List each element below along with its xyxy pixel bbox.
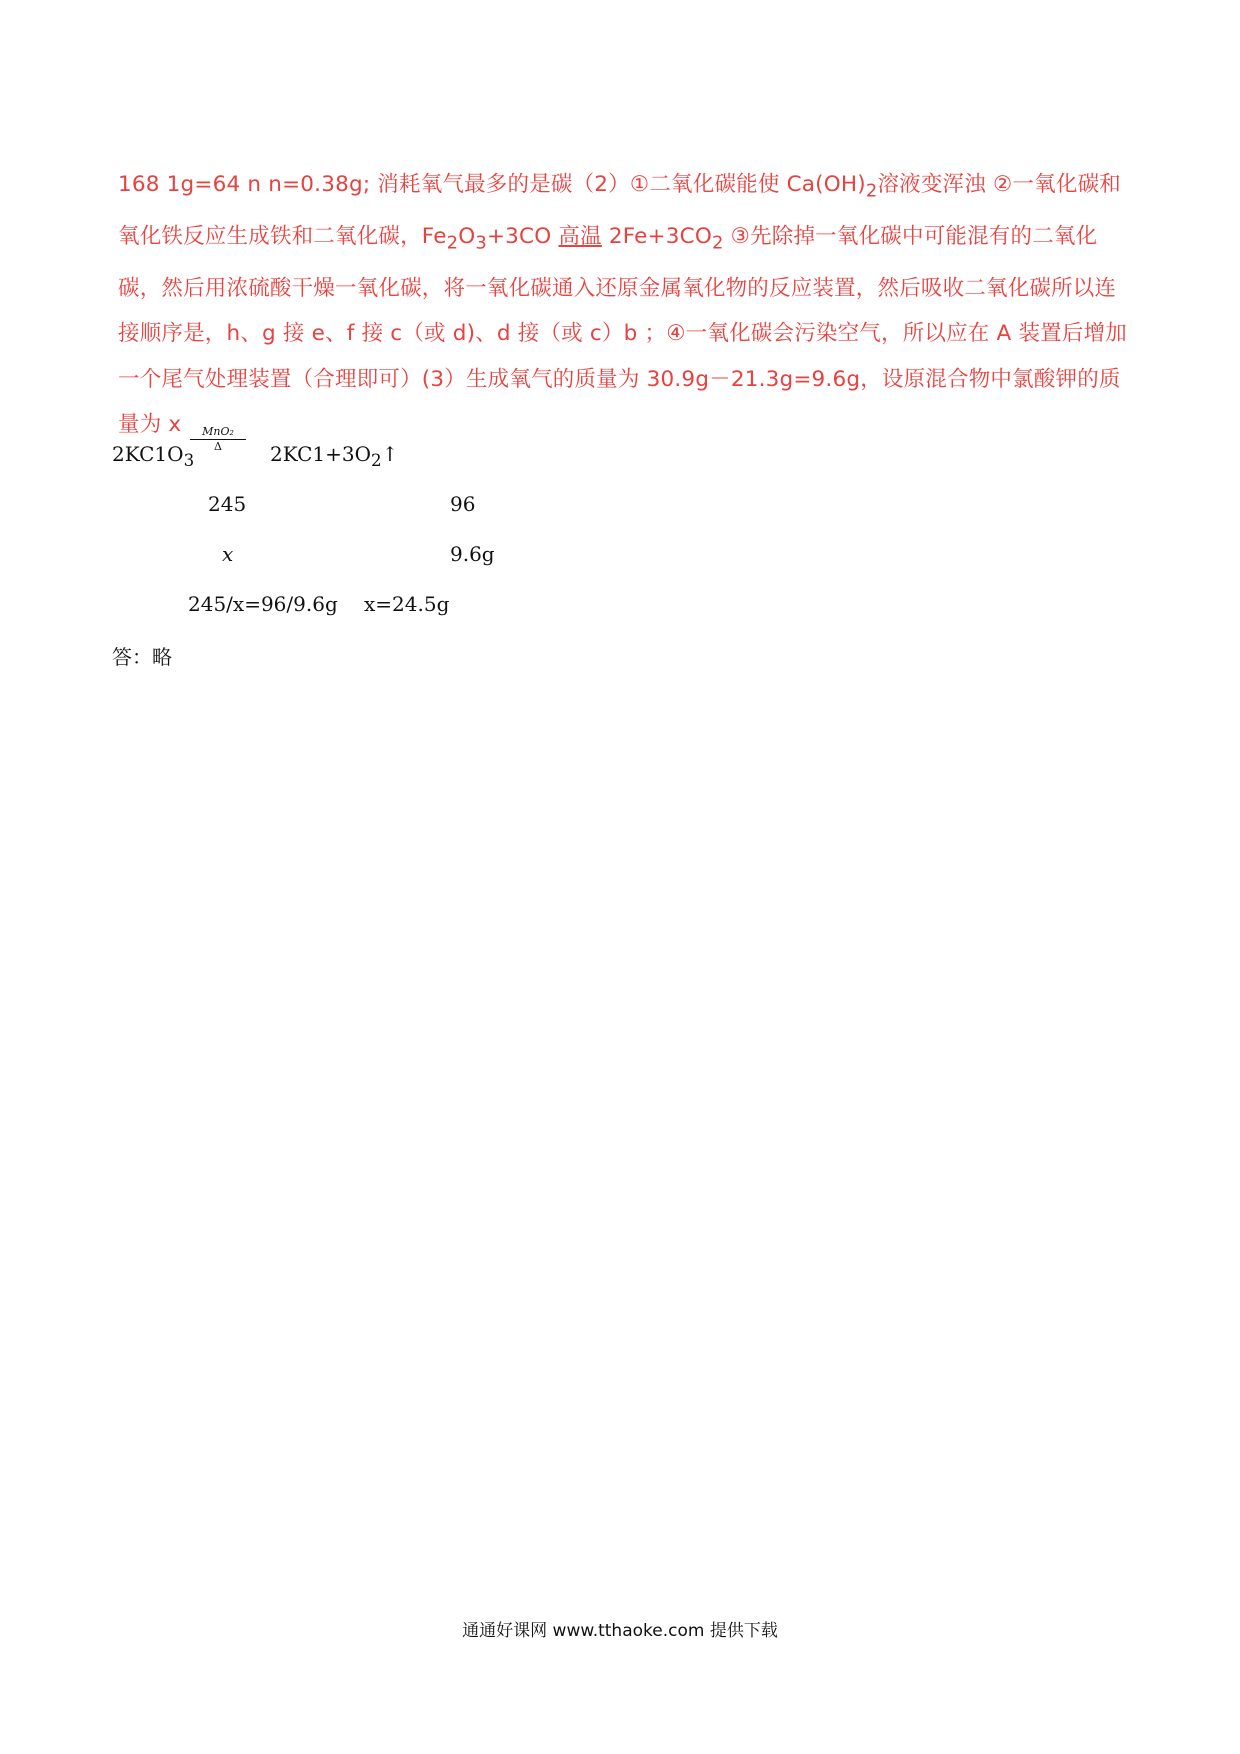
unknown-mass: x (222, 542, 234, 566)
molar-mass-reactant: 245 (208, 492, 247, 516)
oxygen-mass: 9.6g (450, 542, 495, 566)
reactant-sub: 3 (183, 451, 195, 470)
product-formula: 2KC1+3O (270, 442, 372, 466)
answer-label: 答：略 (112, 645, 172, 669)
molar-mass-product: 96 (450, 492, 476, 516)
solution-text-5: 2Fe+3CO (601, 223, 712, 249)
solution-sub-2: 2 (446, 232, 459, 254)
heat-symbol: Δ (214, 440, 222, 453)
solution-text-3: O (458, 223, 476, 249)
solution-text-4: +3CO (486, 223, 559, 249)
result: x=24.5g (364, 592, 450, 616)
proportion: 245/x=96/9.6g (188, 592, 338, 616)
solution-sub-3: 3 (475, 232, 487, 254)
product (270, 442, 398, 470)
page-footer: 通通好课网 www.tthaoke.com 提供下载 (462, 1621, 778, 1641)
solution-text-1: 168 1g=64 n n=0.38g; 消耗氧气最多的是碳（2）①二氧化碳能使 Ca(OH) (118, 172, 866, 197)
solution-text-2: 溶液变浑浊 ②一氧化碳和氧化铁反应生成铁和二氧化碳，Fe (118, 172, 1121, 249)
reactant (112, 442, 194, 470)
reaction-condition: 高温 (558, 223, 602, 249)
gas-arrow: ↑ (381, 442, 399, 466)
reaction-conditions (190, 425, 246, 454)
solution-paragraph (118, 162, 1128, 448)
product-sub: 2 (371, 451, 382, 470)
solution-sub-1: 2 (865, 180, 878, 202)
solution-text-6: ③先除掉一氧化碳中可能混有的二氧化碳，然后用浓硫酸干燥一氧化碳，将一氧化碳通入还原金属氧化物的反应装置，然后吸收二氧化碳所以连接顺序是，h、g 接 e、f 接 c（或 d)、d 接（或 c）b ；④一氧化碳会污染空气，所以应在 A 装置后增加一个尾气处理装置（合理即可）(3）生成氧气的质量为 30.9g－21.3g=9.6g，设原混合物中氯酸钾的质量为 x (118, 223, 1127, 438)
reactant-formula: 2KC1O (112, 442, 184, 466)
catalyst-label: MnO₂ (190, 425, 246, 440)
solution-sub-5: 2 (711, 232, 724, 254)
